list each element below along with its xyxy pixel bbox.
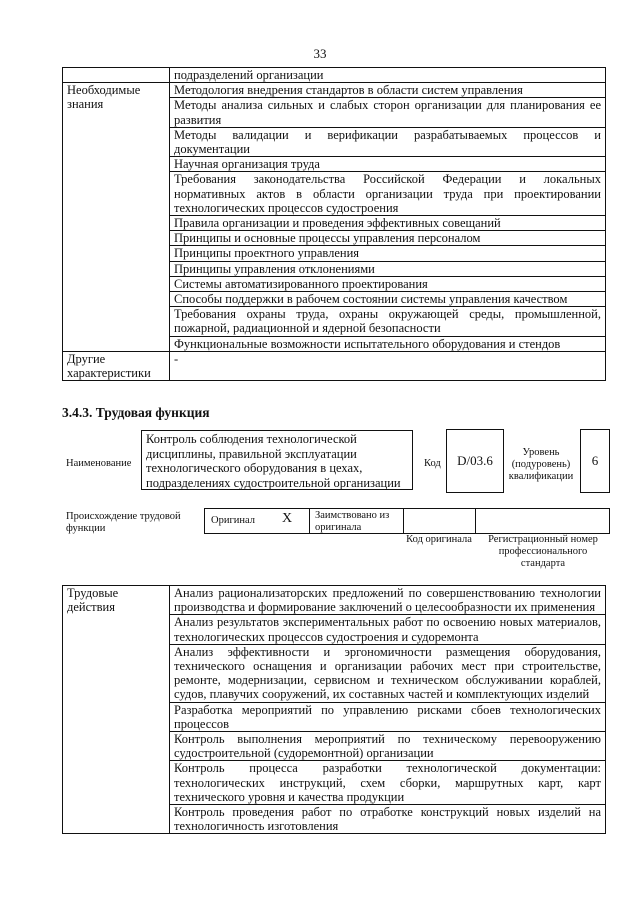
knowledge-item: Методология внедрения стандартов в области систем управления [170,83,606,98]
other-characteristics-label: Другие характеристики [63,351,170,380]
page-number: 33 [313,46,327,61]
action-item: Анализ рационализаторских предложений по совершенствованию технологии производства и формирование заключений о целесообразности их применения [170,586,606,615]
empty-label-cell [63,68,170,83]
action-item: Контроль процесса разработки технологической документации: технологических инструкций, схем сборки, маршрутных карт, карт технического уровня и качества продукции [170,761,606,805]
code-value-box: D/03.6 [446,429,504,493]
action-item: Контроль выполнения мероприятий по техническому перевооружению судостроительной (судоремонтной) организации [170,732,606,761]
borrowed-label: Заимствовано из оригинала [315,510,390,533]
original-label: Оригинал [211,515,255,526]
name-label: Наименование [66,458,132,469]
code-caption: Код оригинала [406,534,472,545]
section-title: 3.4.3. Трудовая функция [62,405,210,420]
knowledge-item: Системы автоматизированного проектирования [170,276,606,291]
table-row [63,351,606,380]
knowledge-item: Методы валидации и верификации разрабатываемых процессов и документации [170,127,606,156]
level-value-box: 6 [580,429,610,493]
divider [309,508,310,534]
continued-text-cell: подразделений организации [170,68,606,83]
knowledge-item: Принципы управления отклонениями [170,261,606,276]
knowledge-item: Правила организации и проведения эффективных совещаний [170,216,606,231]
table-row [63,586,606,615]
knowledge-item: Принципы и основные процессы управления персоналом [170,231,606,246]
knowledge-item: Научная организация труда [170,157,606,172]
table-row [63,68,606,83]
code-label: Код [424,458,441,469]
actions-label: Трудовые действия [63,586,170,834]
action-item: Контроль проведения работ по отработке конструкций новых изделий на технологичность изготовления [170,805,606,834]
original-mark: X [282,511,293,526]
actions-table [62,585,606,834]
knowledge-label: Необходимые знания [63,83,170,352]
knowledge-item: Способы поддержки в рабочем состоянии системы управления качеством [170,292,606,307]
divider [403,508,404,534]
level-label: Уровень (подуровень) квалификации [508,447,574,482]
knowledge-item: Требования охраны труда, охраны окружающей среды, промышленной, пожарной, радиационной и ядерной безопасности [170,307,606,336]
knowledge-item: Методы анализа сильных и слабых сторон организации для планирования ее развития [170,98,606,127]
knowledge-table [62,67,606,381]
action-item: Анализ результатов экспериментальных работ по освоению новых материалов, технологических процессов судостроения и судоремонта [170,615,606,644]
reg-number-caption: Регистрационный номер профессионального стандарта [488,534,598,569]
knowledge-item: Принципы проектного управления [170,246,606,261]
action-item: Анализ эффективности и эргономичности размещения оборудования, технического оснащения и организации рабочих мест при строительстве, ремонте, модернизации, сервисном и техническом обслуживании кораблей, судов, плавучих сооружений, их составных частей и комплектующих изделий [170,644,606,702]
divider [475,508,476,534]
origin-label: Происхождение трудовой функции [66,511,181,534]
knowledge-item: Функциональные возможности испытательного оборудования и стендов [170,336,606,351]
action-item: Разработка мероприятий по управлению рисками сбоев технологических процессов [170,702,606,731]
function-name-box: Контроль соблюдения технологической дисциплины, правильной эксплуатации технологического оборудования в цехах, подразделениях судостроительной организации [141,430,413,490]
knowledge-item: Требования законодательства Российской Федерации и локальных нормативных актов в области организации труда при проектировании технологических процессов судостроения [170,172,606,216]
other-characteristics-value: - [170,351,606,380]
table-row [63,83,606,98]
origin-row [204,508,610,534]
